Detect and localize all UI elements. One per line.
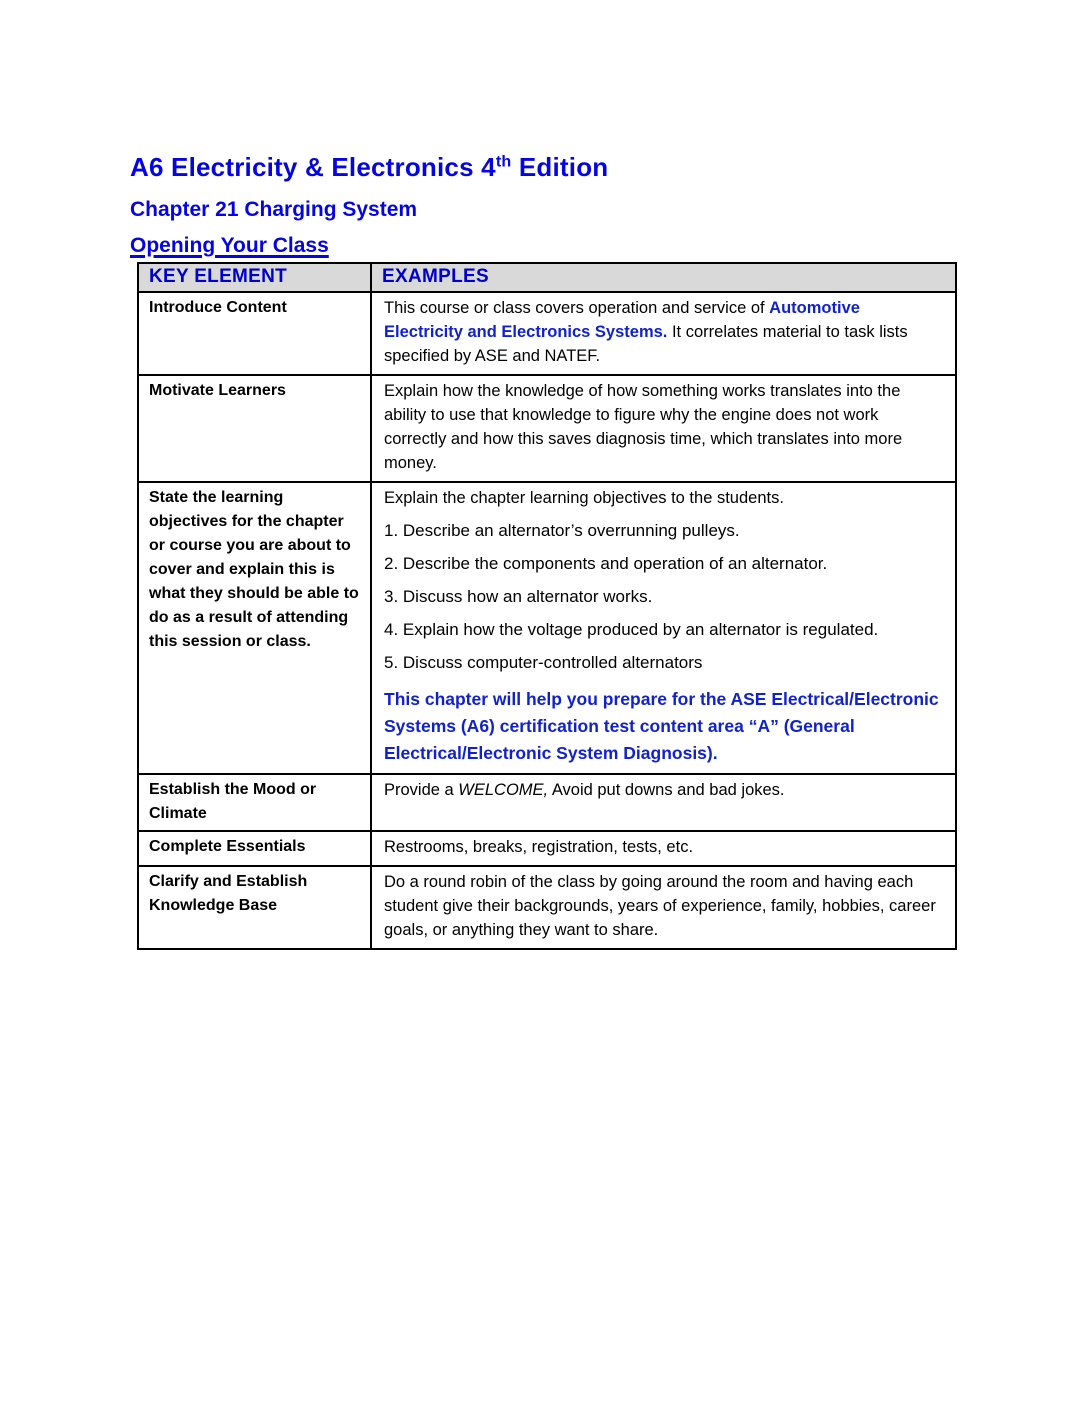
table-row	[138, 375, 956, 482]
text-segment-normal: 4. Explain how the voltage produced by an alternator is regulated.	[384, 620, 879, 639]
example-cell	[371, 292, 956, 375]
table-row	[138, 831, 956, 866]
example-cell	[371, 375, 956, 482]
key-element-cell: Motivate Learners	[138, 375, 371, 482]
paragraph	[384, 686, 941, 767]
objective-list-item	[384, 585, 941, 609]
example-cell	[371, 482, 956, 774]
text-segment-normal: Do a round robin of the class by going around the room and having each student give their backgrounds, years of experience, family, hobbies, career goals, or anything they want to share.	[384, 873, 936, 939]
column-header-key-element: KEY ELEMENT	[138, 263, 371, 292]
text-segment-normal: It correlates material to task lists specified by ASE and NATEF.	[384, 323, 908, 365]
key-element-cell: Introduce Content	[138, 292, 371, 375]
text-segment-normal: Restrooms, breaks, registration, tests, etc.	[384, 838, 694, 856]
text-segment-blueBold: This chapter will help you prepare for the ASE Electrical/Electronic Systems (A6) certification test content area “A” (General Electrical/Electronic System Diagnosis).	[384, 689, 939, 763]
chapter-heading: Chapter 21 Charging System	[130, 198, 418, 221]
key-element-table	[137, 262, 957, 950]
table-row	[138, 866, 956, 949]
page-title-superscript: th	[495, 152, 512, 171]
example-cell	[371, 866, 956, 949]
paragraph	[384, 778, 941, 802]
text-segment-blueBold: Automotive Electricity and Electronics Systems.	[384, 299, 860, 341]
example-cell	[371, 774, 956, 831]
text-segment-normal: 1. Describe an alternator’s overrunning pulleys.	[384, 521, 740, 540]
text-segment-normal: Provide a	[384, 781, 459, 799]
table-header-row	[138, 263, 956, 292]
text-segment-normal: 2. Describe the components and operation of an alternator.	[384, 554, 828, 573]
objective-list-item	[384, 618, 941, 642]
paragraph	[384, 379, 941, 475]
objective-list-item	[384, 519, 941, 543]
objective-list-item	[384, 651, 941, 675]
text-segment-normal: Explain the chapter learning objectives to the students.	[384, 489, 784, 507]
paragraph	[384, 296, 941, 368]
example-cell	[371, 831, 956, 866]
key-element-cell: Clarify and Establish Knowledge Base	[138, 866, 371, 949]
paragraph	[384, 870, 941, 942]
objective-list-item	[384, 552, 941, 576]
page-title-main: A6 Electricity & Electronics 4	[130, 152, 496, 182]
text-segment-normal: 5. Discuss computer-controlled alternators	[384, 653, 703, 672]
table-row	[138, 292, 956, 375]
text-segment-normal: Avoid put downs and bad jokes.	[548, 781, 785, 799]
text-segment-italic: WELCOME,	[458, 781, 549, 799]
section-heading: Opening Your Class	[130, 234, 329, 257]
page-title-rest: Edition	[511, 152, 609, 182]
table-row	[138, 482, 956, 774]
column-header-examples: EXAMPLES	[371, 263, 956, 292]
text-segment-normal: Explain how the knowledge of how something works translates into the ability to use that knowledge to figure why the engine does not work correctly and how this saves diagnosis time, which translates into more money.	[384, 382, 903, 472]
paragraph	[384, 835, 941, 859]
key-element-cell: State the learning objectives for the chapter or course you are about to cover and explain this is what they should be able to do as a result of attending this session or class.	[138, 482, 371, 774]
text-segment-normal: 3. Discuss how an alternator works.	[384, 587, 653, 606]
paragraph	[384, 486, 941, 510]
key-element-cell: Establish the Mood or Climate	[138, 774, 371, 831]
text-segment-normal: This course or class covers operation and service of	[384, 299, 770, 317]
page-title	[130, 152, 832, 183]
key-element-cell: Complete Essentials	[138, 831, 371, 866]
table-row	[138, 774, 956, 831]
